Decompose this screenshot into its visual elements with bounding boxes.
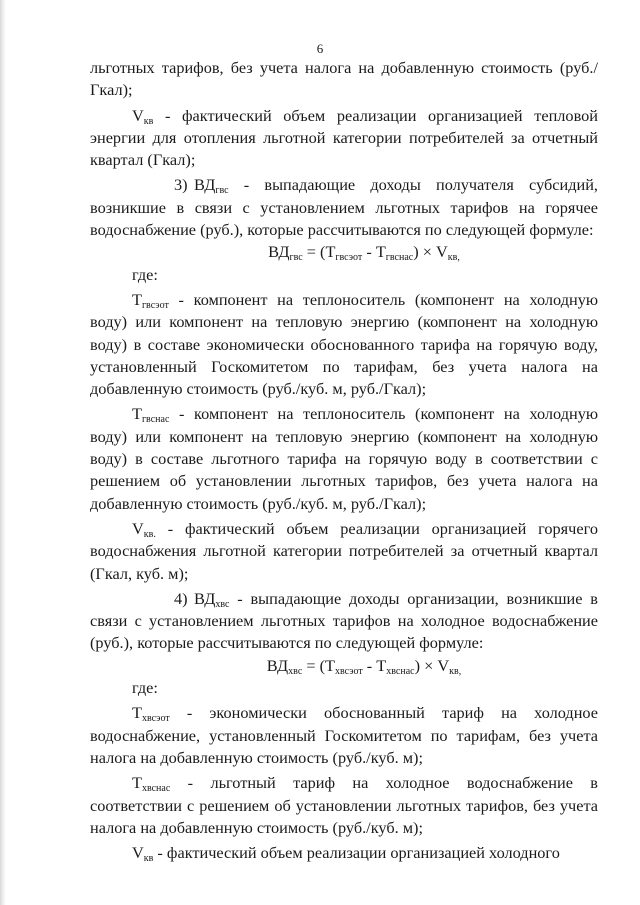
formula-subscript: хвсэот [334,665,363,677]
definition-text: - льготный тариф на холодное водоснабжение в соответствии с решением об установлении льготных тарифов, без учета налога на добавленную стоимость (руб./куб. м); [90,773,598,837]
definition-t-gvseot [90,289,598,400]
definition-text: - фактический объем реализации организацией холодного [153,843,560,863]
definition-text: - компонент на теплоноситель (компонент на холодную воду) или компонент на тепловую энергию (компонент на холодную воду) в составе экономически обоснованного тарифа на горячую воду, установленный Госкомитетом по тарифам, без учета налога на добавленную стоимость (руб./куб. м, руб./Гкал); [90,289,598,399]
formula-subscript: гвсэот [335,252,363,264]
symbol: V [132,105,144,125]
page-number: 6 [316,41,324,56]
symbol: Т [132,404,142,424]
symbol: Т [132,289,142,309]
where-label: где: [132,678,158,698]
symbol-subscript: хвс [215,598,230,610]
definition-text: - компонент на теплоноситель (компонент на холодную воду) или компонент на тепловую энергию (компонент на холодную воду) в составе льготного тарифа на горячую воду в соответствии с решением об установлении льготных тарифов, без учета налога на добавленную стоимость (руб./куб. м, руб./Гкал); [90,404,598,513]
formula-lhs: ВД [268,242,290,262]
document-body [90,57,598,864]
formula-part: = (Т [302,655,335,675]
symbol-subscript: гвснас [141,414,170,426]
formula-gvs [90,241,598,263]
item-text: - выпадающие доходы получателя субсидий, возникшие в связи с установлением льготных тарифов на горячее водоснабжение (руб.), которые рассчитываются по следующей формуле: [90,175,598,240]
symbol-subscript: хвсэот [141,713,170,725]
formula-part: - Т [362,655,387,675]
formula-lhs-subscript: гвс [289,252,303,264]
definition-t-hvseot [90,702,598,769]
item-number: 3) [174,175,188,195]
symbol-subscript: хвснас [141,783,171,795]
definition-t-hvsnas [90,772,598,839]
item-4-paragraph [90,588,598,655]
symbol-subscript: кв [143,853,154,865]
formula-subscript: кв, [449,665,462,677]
formula-subscript: хвснас [386,665,415,677]
item-number: 4) [174,588,188,608]
formula-part: - Т [362,242,386,262]
item-text: - выпадающие доходы организации, возникшие в связи с установлением льготных тарифов на холодное водоснабжение (руб.), которые рассчитываются по следующей формуле: [90,588,598,653]
symbol-subscript: гвс [215,185,229,197]
symbol-subscript: кв [143,115,154,127]
symbol: Т [132,703,142,723]
symbol: ВД [194,175,216,195]
symbol: V [132,843,144,863]
where-label: где: [132,264,158,284]
symbol: ВД [194,588,216,608]
formula-part: ) × V [413,242,448,262]
definition-text: - экономически обоснованный тариф на холодное водоснабжение, установленный Госкомитетом по тарифам, без учета налога на добавленную стоимость (руб./куб. м); [90,703,598,767]
definition-t-gvsnas [90,403,598,514]
definition-v-kv-gvs [90,518,598,585]
formula-lhs: ВД [266,655,289,675]
formula-part: = (Т [302,242,336,262]
formula-lhs-subscript: хвс [288,665,303,677]
definition-text: - фактический объем реализации организацией горячего водоснабжения льготной категории потребителей за отчетный квартал (Гкал, куб. м); [90,518,598,583]
definition-v-kv-hvs [90,842,598,864]
scan-edge [0,0,6,905]
paragraph-continuation: льготных тарифов, без учета налога на добавленную стоимость (руб./Гкал); [90,58,598,100]
formula-hvs [90,655,598,677]
item-3-paragraph [90,174,598,241]
formula-part: ) × V [414,655,450,675]
formula-subscript: кв, [447,252,460,264]
symbol-subscript: гвсэот [141,299,169,311]
symbol: Т [132,773,142,793]
definition-text: - фактический объем реализации организацией тепловой энергии для отопления льготной категории потребителей за отчетный квартал (Гкал); [90,105,598,170]
definition-v-kv [90,105,598,172]
formula-subscript: гвснас [385,252,414,264]
symbol: V [132,518,144,538]
symbol-subscript: кв. [143,528,156,540]
